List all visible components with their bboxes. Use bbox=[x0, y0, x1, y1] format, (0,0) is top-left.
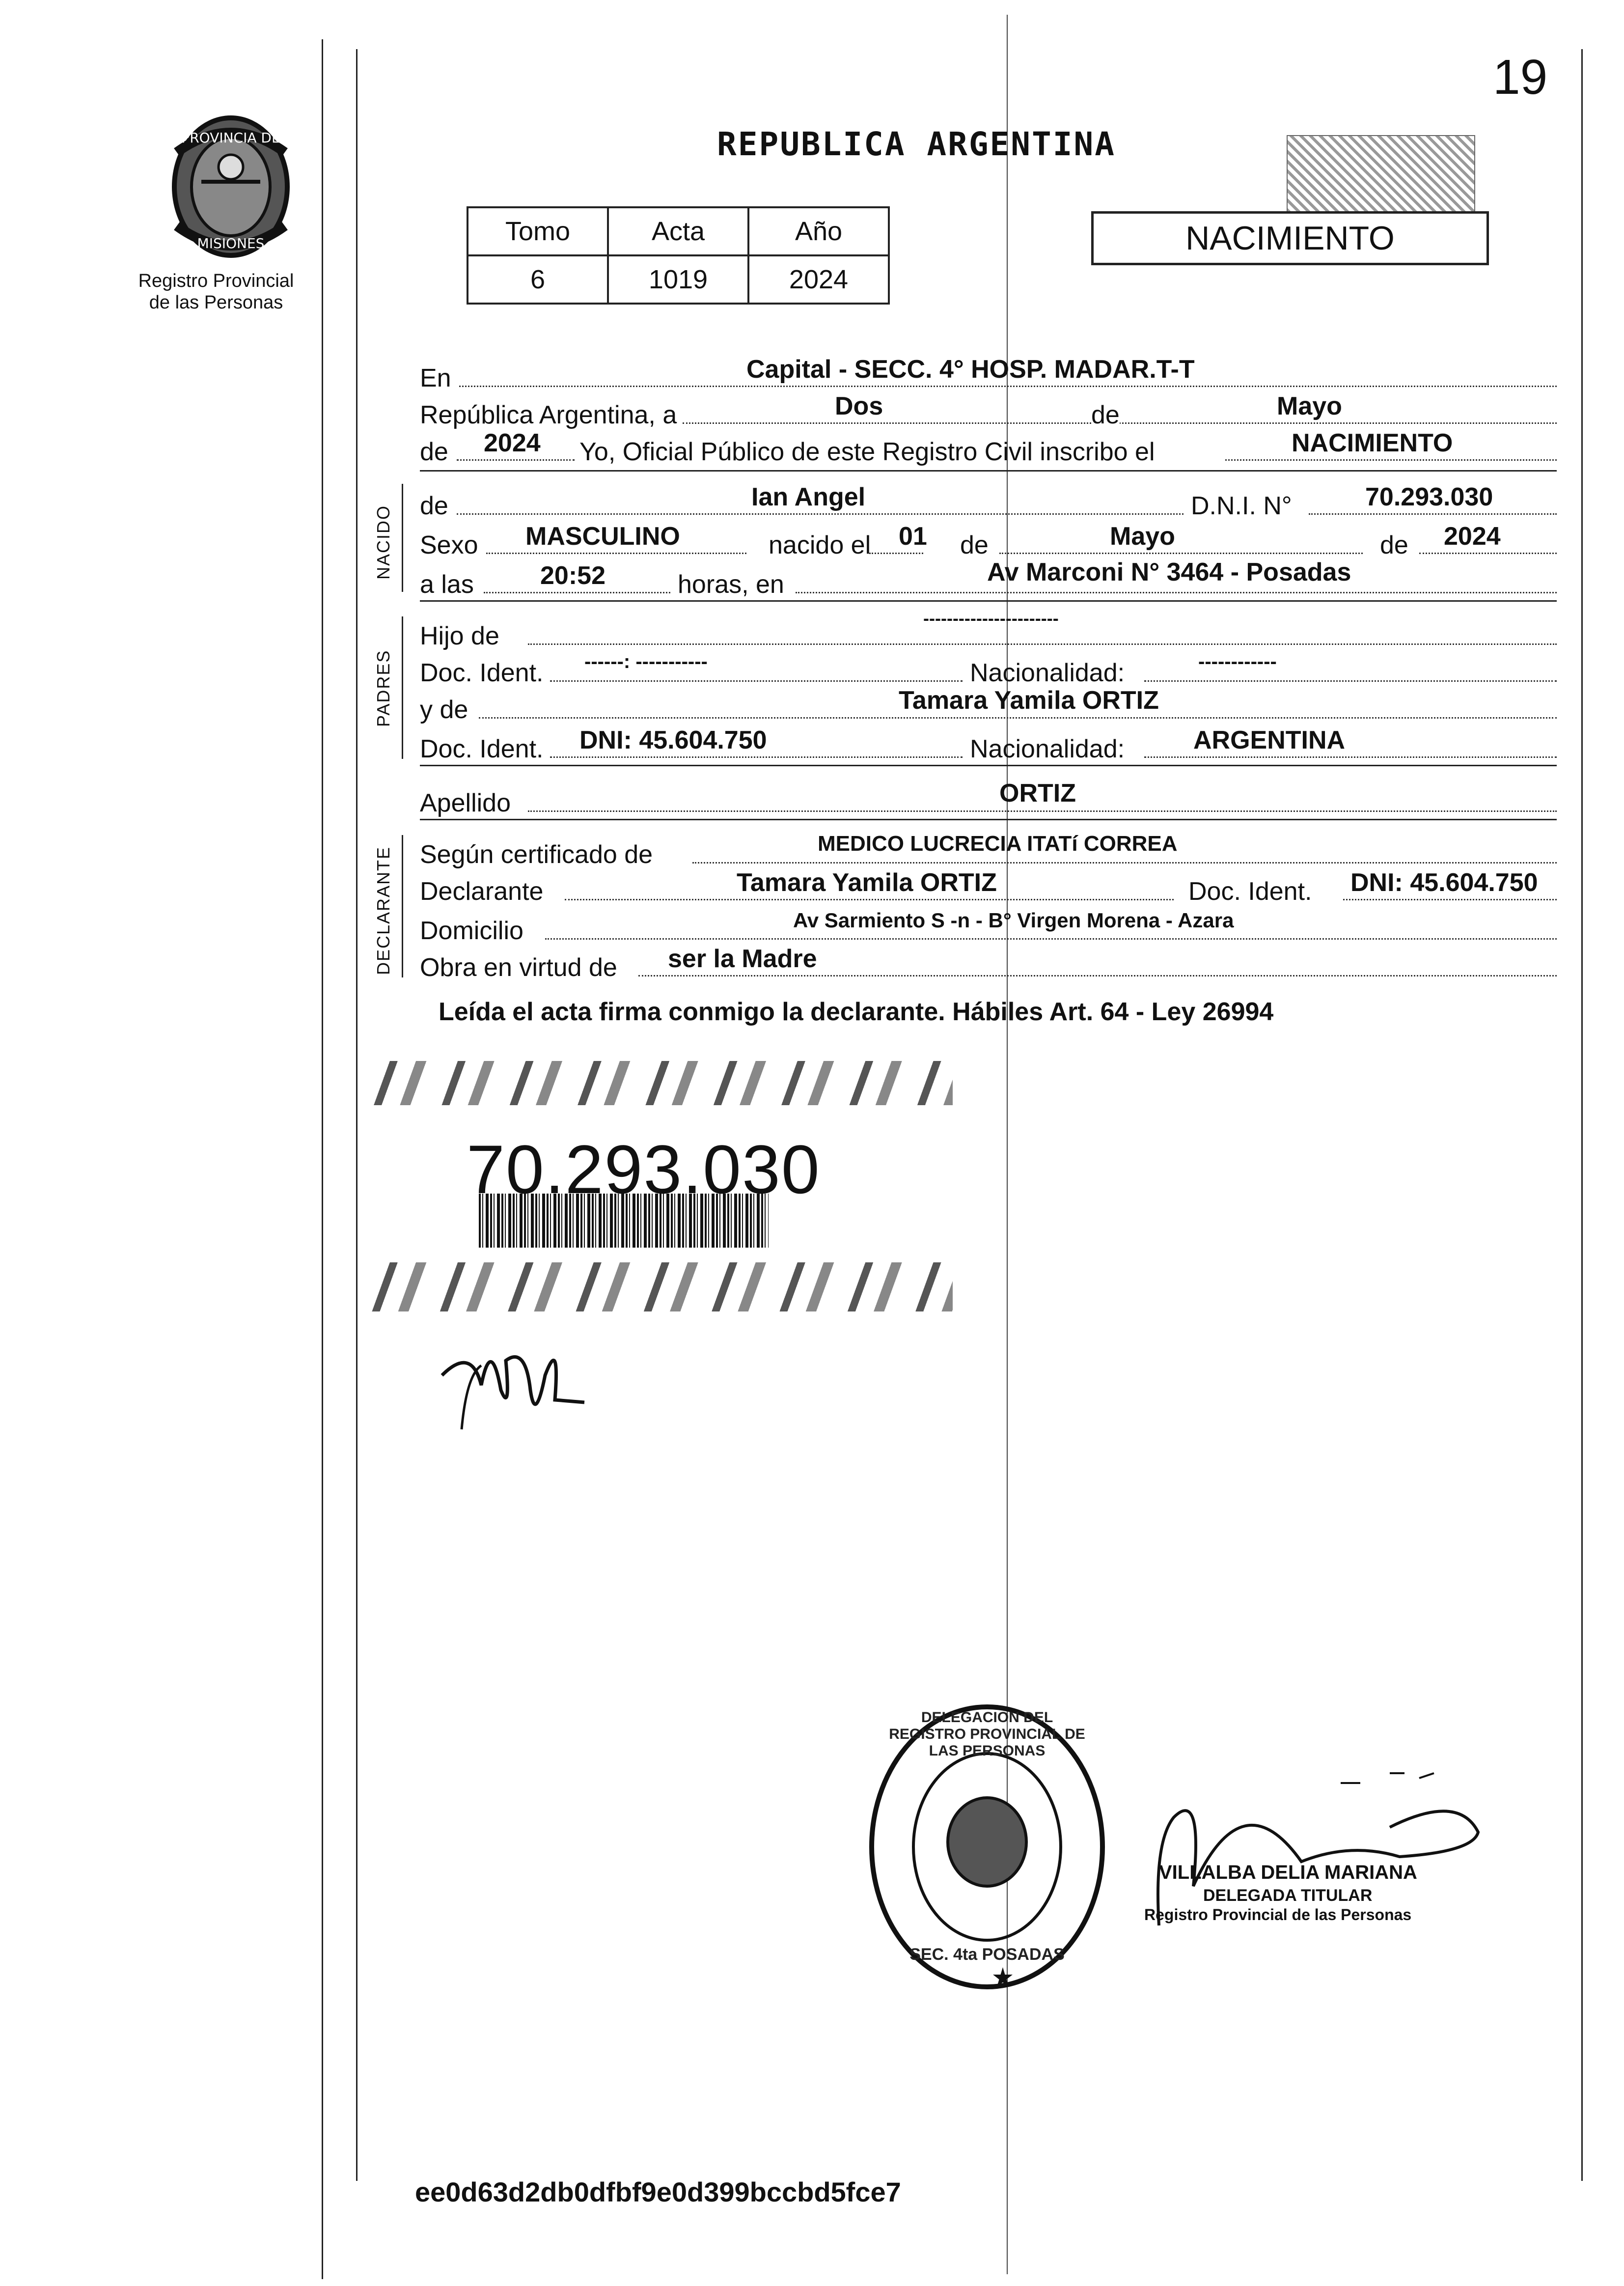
cert-value: MEDICO LUCRECIA ITATí CORREA bbox=[818, 832, 1178, 856]
closing-statement: Leída el acta firma conmigo la declarante. Hábiles Art. 64 - Ley 26994 bbox=[439, 998, 1274, 1026]
dotline-year bbox=[457, 459, 575, 461]
separator-3 bbox=[420, 765, 1557, 766]
seal-bottom-text: MISIONES bbox=[197, 235, 265, 251]
dotline-declarante bbox=[565, 899, 1174, 900]
inscribo-label: Yo, Oficial Público de este Registro Civil inscribo el bbox=[579, 438, 1155, 466]
dotline-declarante-doc bbox=[1343, 899, 1557, 900]
republica-label: República Argentina, a bbox=[420, 401, 677, 429]
separator-1 bbox=[420, 470, 1557, 472]
dotline-birth-month bbox=[999, 553, 1363, 554]
de-label-2: de bbox=[960, 531, 989, 559]
table-value-anio: 2024 bbox=[748, 255, 889, 304]
father-value: ----------------------- bbox=[923, 608, 1059, 628]
dotline-domicilio bbox=[545, 938, 1557, 940]
dotline-mother-doc bbox=[550, 756, 963, 758]
father-doc-value: ------: ----------- bbox=[584, 651, 708, 672]
dotline-place bbox=[796, 592, 1557, 593]
doc-label-declarante: Doc. Ident. bbox=[1188, 877, 1312, 906]
dotline-father bbox=[528, 643, 1557, 645]
month-value: Mayo bbox=[1277, 392, 1342, 420]
dotline-time bbox=[484, 592, 670, 593]
cert-label: Según certificado de bbox=[420, 840, 653, 869]
security-pattern bbox=[1287, 135, 1475, 213]
padres-section-label: PADRES bbox=[373, 649, 393, 727]
birth-month-value: Mayo bbox=[1110, 522, 1175, 551]
day-value: Dos bbox=[835, 392, 883, 420]
dotline-apellido bbox=[528, 810, 1557, 812]
en-label: En bbox=[420, 364, 451, 392]
dotline-cert bbox=[692, 862, 1557, 864]
mother-nat-value: ARGENTINA bbox=[1193, 726, 1346, 754]
table-header-tomo: Tomo bbox=[468, 207, 608, 255]
dotline-republica bbox=[683, 422, 1557, 424]
de-label-year: de bbox=[420, 438, 448, 466]
de-label: de bbox=[1091, 401, 1120, 429]
doc-label-mother: Doc. Ident. bbox=[420, 735, 544, 763]
separator-2 bbox=[420, 600, 1557, 602]
stamp-sub-text: SEC. 4ta POSADAS bbox=[909, 1945, 1065, 1964]
obra-label: Obra en virtud de bbox=[420, 953, 617, 982]
pattern-top bbox=[358, 1061, 953, 1105]
id-number: 70.293.030 bbox=[467, 1131, 821, 1208]
en-value: Capital - SECC. 4° HOSP. MADAR.T-T bbox=[746, 355, 1195, 384]
dotline-inscribo bbox=[1225, 459, 1557, 461]
hijo-label: Hijo de bbox=[420, 622, 499, 650]
act-type-box: NACIMIENTO bbox=[1091, 211, 1489, 265]
table-value-tomo: 6 bbox=[468, 255, 608, 304]
official-office: Registro Provincial de las Personas bbox=[1144, 1906, 1412, 1924]
official-role: DELEGADA TITULAR bbox=[1203, 1886, 1373, 1905]
table-value-acta: 1019 bbox=[608, 255, 748, 304]
horas-label: horas, en bbox=[678, 570, 784, 599]
provincia-misiones-seal bbox=[157, 108, 304, 270]
right-border-line bbox=[1581, 49, 1583, 2181]
nacido-bracket bbox=[402, 484, 403, 592]
apellido-value: ORTIZ bbox=[999, 779, 1076, 808]
dotline-en bbox=[459, 386, 1557, 387]
apellido-label: Apellido bbox=[420, 789, 511, 817]
nacido-el-label: nacido el bbox=[769, 531, 871, 559]
place-value: Av Marconi N° 3464 - Posadas bbox=[987, 558, 1351, 586]
mother-doc-value: DNI: 45.604.750 bbox=[579, 726, 767, 754]
dotline-birth-year bbox=[1419, 553, 1557, 554]
signature-left bbox=[432, 1316, 594, 1439]
document-hash: ee0d63d2db0dfbf9e0d399bccbd5fce7 bbox=[415, 2176, 901, 2207]
domicilio-label: Domicilio bbox=[420, 917, 523, 945]
name-value: Ian Angel bbox=[751, 483, 866, 511]
father-nat-value: ------------ bbox=[1198, 651, 1277, 672]
separator-4 bbox=[420, 819, 1557, 820]
nacido-section-label: NACIDO bbox=[373, 504, 393, 580]
table-header-anio: Año bbox=[748, 207, 889, 255]
obra-value: ser la Madre bbox=[668, 945, 817, 973]
page-number: 19 bbox=[1493, 50, 1548, 105]
stamp-text: DELEGACION DEL REGISTRO PROVINCIAL DE LAS PERSONAS bbox=[889, 1709, 1085, 1759]
dotline-father-nat bbox=[1144, 680, 1557, 682]
sexo-value: MASCULINO bbox=[525, 522, 680, 551]
sexo-label: Sexo bbox=[420, 531, 478, 559]
registry-line-2: de las Personas bbox=[149, 292, 283, 313]
birth-year-value: 2024 bbox=[1444, 522, 1501, 551]
time-value: 20:52 bbox=[540, 561, 606, 590]
dotline-birth-day bbox=[869, 553, 923, 554]
dotline-mother bbox=[479, 717, 1557, 719]
birth-day-value: 01 bbox=[899, 522, 927, 551]
dni-label: D.N.I. N° bbox=[1191, 492, 1292, 520]
declarante-value: Tamara Yamila ORTIZ bbox=[737, 868, 997, 897]
dotline-name bbox=[457, 513, 1184, 515]
declarante-label: Declarante bbox=[420, 877, 544, 906]
dni-value: 70.293.030 bbox=[1365, 483, 1493, 511]
pattern-bottom bbox=[358, 1262, 953, 1311]
de-label-3: de bbox=[1380, 531, 1408, 559]
dotline-dni bbox=[1309, 513, 1557, 515]
nacionalidad-label-mother: Nacionalidad: bbox=[970, 735, 1125, 763]
left-border-line-1 bbox=[322, 39, 323, 2279]
nacionalidad-label-father: Nacionalidad: bbox=[970, 659, 1125, 687]
left-border-line-2 bbox=[356, 49, 358, 2181]
inscribo-value: NACIMIENTO bbox=[1292, 429, 1453, 457]
registry-name bbox=[128, 270, 304, 313]
official-name: VILLALBA DELIA MARIANA bbox=[1159, 1862, 1417, 1883]
padres-bracket bbox=[402, 616, 403, 759]
seal-top-text: PROVINCIA DE bbox=[181, 130, 280, 146]
domicilio-value: Av Sarmiento S -n - B° Virgen Morena - Azara bbox=[793, 909, 1234, 932]
table-header-acta: Acta bbox=[608, 207, 748, 255]
nacido-de-label: de bbox=[420, 492, 448, 520]
registry-line-1: Registro Provincial bbox=[138, 271, 294, 291]
y-de-label: y de bbox=[420, 696, 468, 724]
declarante-doc-value: DNI: 45.604.750 bbox=[1350, 868, 1538, 897]
dotline-mother-nat bbox=[1144, 756, 1557, 758]
declarante-bracket bbox=[402, 835, 403, 977]
dotline-sexo bbox=[486, 553, 746, 554]
doc-label-father: Doc. Ident. bbox=[420, 659, 544, 687]
year-value: 2024 bbox=[484, 429, 541, 457]
dotline-obra bbox=[638, 975, 1557, 976]
document-title: REPUBLICA ARGENTINA bbox=[717, 125, 1116, 163]
dotline-father-doc bbox=[550, 680, 963, 682]
declarante-section-label: DECLARANTE bbox=[373, 846, 393, 975]
a-las-label: a las bbox=[420, 570, 474, 599]
act-table bbox=[467, 206, 890, 305]
mother-value: Tamara Yamila ORTIZ bbox=[899, 686, 1159, 715]
